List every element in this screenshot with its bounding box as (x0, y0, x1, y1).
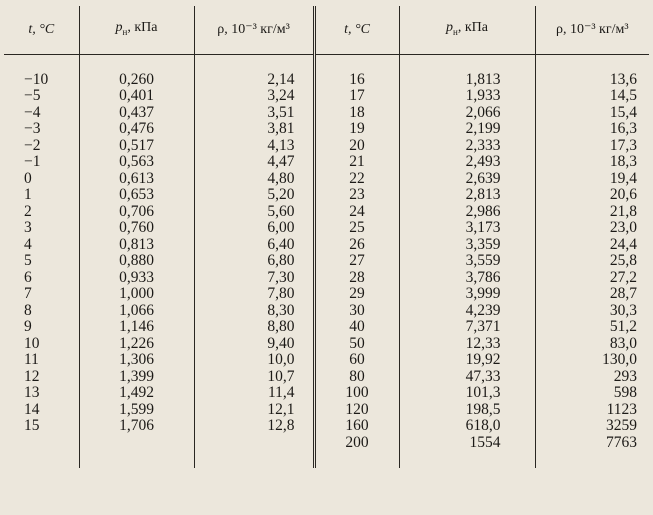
pressure-cell: 1,146 (79, 319, 194, 336)
pressure-cell: 0,706 (79, 204, 194, 221)
density-cell: 9,40 (194, 336, 314, 353)
density-cell: 19,4 (535, 171, 649, 188)
temperature-cell: 26 (314, 237, 399, 254)
pressure-cell: 198,5 (399, 402, 535, 419)
temperature-cell: 7 (24, 285, 32, 303)
density-cell: 8,80 (194, 319, 314, 336)
density-cell: 18,3 (535, 154, 649, 171)
temperature-cell: 23 (314, 187, 399, 204)
pressure-cell: 2,639 (399, 171, 535, 188)
temperature-cell: 17 (314, 88, 399, 105)
table-row (4, 369, 649, 386)
temperature-cell: 4 (24, 235, 32, 253)
temperature-cell: 14 (24, 400, 40, 418)
pressure-cell: 0,517 (79, 138, 194, 155)
temperature-cell: −5 (24, 87, 41, 105)
temperature-cell: 200 (314, 435, 399, 452)
pressure-cell: 2,199 (399, 121, 535, 138)
temperature-cell: 21 (314, 154, 399, 171)
density-cell: 12,8 (194, 418, 314, 435)
density-cell: 7,30 (194, 270, 314, 287)
table-row (4, 336, 649, 353)
temperature-cell: 6 (24, 268, 32, 286)
density-cell: 130,0 (535, 352, 649, 369)
temperature-cell: 2 (24, 202, 32, 220)
density-cell: 83,0 (535, 336, 649, 353)
density-cell: 1123 (535, 402, 649, 419)
temperature-cell: 9 (24, 318, 32, 336)
temperature-cell: 28 (314, 270, 399, 287)
table-row (4, 237, 649, 254)
temperature-cell: 13 (24, 384, 40, 402)
pressure-cell: 2,986 (399, 204, 535, 221)
temperature-cell: 20 (314, 138, 399, 155)
density-cell: 3,24 (194, 88, 314, 105)
table-row (4, 72, 649, 89)
table-row (4, 220, 649, 237)
density-cell: 16,3 (535, 121, 649, 138)
temperature-cell: 5 (24, 252, 32, 270)
table-row (4, 385, 649, 402)
temperature-cell: −4 (24, 103, 41, 121)
temperature-cell: 10 (24, 334, 40, 352)
temperature-cell: 11 (24, 351, 39, 369)
header-pressure-2: $p_н$, кПа (399, 6, 535, 55)
table-row (4, 121, 649, 138)
table-row (4, 204, 649, 221)
temperature-cell: 16 (314, 72, 399, 89)
temperature-cell: 3 (24, 219, 32, 237)
density-cell: 3259 (535, 418, 649, 435)
pressure-cell: 2,066 (399, 105, 535, 122)
density-cell: 6,80 (194, 253, 314, 270)
pressure-cell: 2,333 (399, 138, 535, 155)
temperature-cell: 160 (314, 418, 399, 435)
density-cell: 4,13 (194, 138, 314, 155)
density-cell: 11,4 (194, 385, 314, 402)
pressure-cell: 0,880 (79, 253, 194, 270)
header-density: ρ, 10⁻³ кг/м³ (194, 6, 314, 55)
density-cell: 7763 (535, 435, 649, 452)
density-cell: 10,0 (194, 352, 314, 369)
table-row (4, 88, 649, 105)
pressure-cell: 1,599 (79, 402, 194, 419)
density-cell: 5,60 (194, 204, 314, 221)
table-row (4, 105, 649, 122)
density-cell: 13,6 (535, 72, 649, 89)
pressure-cell: 618,0 (399, 418, 535, 435)
temperature-cell: 40 (314, 319, 399, 336)
density-cell: 12,1 (194, 402, 314, 419)
density-cell: 8,30 (194, 303, 314, 320)
spacer-row (4, 55, 649, 72)
table-row (4, 253, 649, 270)
density-cell: 4,80 (194, 171, 314, 188)
density-cell: 4,47 (194, 154, 314, 171)
temperature-cell (4, 435, 79, 452)
density-cell: 28,7 (535, 286, 649, 303)
density-cell: 6,00 (194, 220, 314, 237)
table-row (4, 319, 649, 336)
pressure-cell: 1,066 (79, 303, 194, 320)
temperature-cell: 29 (314, 286, 399, 303)
table-body (4, 55, 649, 468)
temperature-cell: 12 (24, 367, 40, 385)
table-row (4, 352, 649, 369)
density-cell: 24,4 (535, 237, 649, 254)
density-cell: 27,2 (535, 270, 649, 287)
header-temperature-2: t, °C (314, 6, 399, 55)
temperature-cell: 19 (314, 121, 399, 138)
pressure-cell: 2,813 (399, 187, 535, 204)
temperature-cell: 80 (314, 369, 399, 386)
table-row (4, 187, 649, 204)
density-cell: 5,20 (194, 187, 314, 204)
density-cell: 23,0 (535, 220, 649, 237)
temperature-cell: 30 (314, 303, 399, 320)
temperature-cell: 25 (314, 220, 399, 237)
table-row (4, 171, 649, 188)
temperature-cell: 8 (24, 301, 32, 319)
temperature-cell: 18 (314, 105, 399, 122)
pressure-cell: 1,933 (399, 88, 535, 105)
temperature-cell: 120 (314, 402, 399, 419)
temperature-cell: −2 (24, 136, 41, 154)
pressure-cell: 3,786 (399, 270, 535, 287)
pressure-cell: 1,000 (79, 286, 194, 303)
density-cell: 21,8 (535, 204, 649, 221)
table-row (4, 402, 649, 419)
table-row (4, 435, 649, 452)
density-cell: 30,3 (535, 303, 649, 320)
bottom-spacer-row (4, 451, 649, 468)
pressure-cell (79, 435, 194, 452)
header-pressure: $p_н$, кПа (79, 6, 194, 55)
density-cell: 10,7 (194, 369, 314, 386)
pressure-cell: 3,559 (399, 253, 535, 270)
vapor-pressure-table (4, 6, 649, 468)
pressure-cell: 1,706 (79, 418, 194, 435)
pressure-cell: 0,401 (79, 88, 194, 105)
pressure-cell: 4,239 (399, 303, 535, 320)
temperature-cell: 22 (314, 171, 399, 188)
temperature-cell: −3 (24, 120, 41, 138)
pressure-cell: 0,437 (79, 105, 194, 122)
pressure-cell: 0,563 (79, 154, 194, 171)
density-cell: 17,3 (535, 138, 649, 155)
pressure-cell: 0,476 (79, 121, 194, 138)
density-cell: 15,4 (535, 105, 649, 122)
table-row (4, 154, 649, 171)
table-row (4, 418, 649, 435)
density-cell (194, 435, 314, 452)
pressure-cell: 3,173 (399, 220, 535, 237)
temperature-cell: −1 (24, 153, 41, 171)
pressure-cell: 1,226 (79, 336, 194, 353)
temperature-cell: 50 (314, 336, 399, 353)
density-cell: 14,5 (535, 88, 649, 105)
header-row (4, 6, 649, 55)
density-cell: 2,14 (194, 72, 314, 89)
pressure-cell: 0,653 (79, 187, 194, 204)
pressure-cell: 3,999 (399, 286, 535, 303)
temperature-cell: 24 (314, 204, 399, 221)
density-cell: 3,81 (194, 121, 314, 138)
temperature-cell: 60 (314, 352, 399, 369)
pressure-cell: 0,760 (79, 220, 194, 237)
table-row (4, 303, 649, 320)
pressure-cell: 101,3 (399, 385, 535, 402)
pressure-cell: 0,933 (79, 270, 194, 287)
pressure-cell: 0,813 (79, 237, 194, 254)
table-row (4, 270, 649, 287)
temperature-cell: 1 (24, 186, 32, 204)
temperature-cell: 0 (24, 169, 32, 187)
pressure-cell: 1554 (399, 435, 535, 452)
temperature-cell: −10 (24, 70, 49, 88)
pressure-cell: 0,613 (79, 171, 194, 188)
pressure-cell: 1,813 (399, 72, 535, 89)
table-row (4, 138, 649, 155)
table-row (4, 286, 649, 303)
temperature-cell: 15 (24, 417, 40, 435)
pressure-cell: 1,492 (79, 385, 194, 402)
density-cell: 51,2 (535, 319, 649, 336)
density-cell: 293 (535, 369, 649, 386)
density-cell: 3,51 (194, 105, 314, 122)
pressure-cell: 3,359 (399, 237, 535, 254)
density-cell: 7,80 (194, 286, 314, 303)
pressure-cell: 7,371 (399, 319, 535, 336)
density-cell: 6,40 (194, 237, 314, 254)
pressure-cell: 1,399 (79, 369, 194, 386)
density-cell: 20,6 (535, 187, 649, 204)
density-cell: 598 (535, 385, 649, 402)
header-temperature: t, °C (4, 6, 79, 55)
pressure-cell: 1,306 (79, 352, 194, 369)
pressure-cell: 47,33 (399, 369, 535, 386)
pressure-cell: 2,493 (399, 154, 535, 171)
temperature-cell: 100 (314, 385, 399, 402)
header-density-2: ρ, 10⁻³ кг/м³ (535, 6, 649, 55)
density-cell: 25,8 (535, 253, 649, 270)
pressure-cell: 12,33 (399, 336, 535, 353)
pressure-cell: 19,92 (399, 352, 535, 369)
pressure-cell: 0,260 (79, 72, 194, 89)
temperature-cell: 27 (314, 253, 399, 270)
